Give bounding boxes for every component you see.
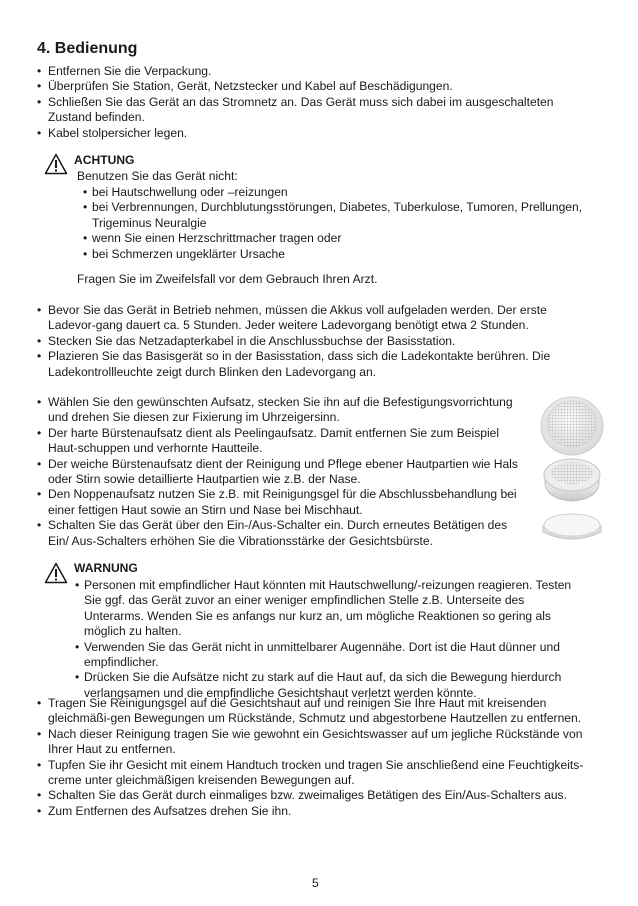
list-item: • Schließen Sie das Gerät an das Stromnetz an. Das Gerät muss sich dabei im ausgeschalteten Zustand befinden. [37,95,597,126]
list-item: • Personen mit empfindlicher Haut könnten mit Hautschwellung/-reizungen reagieren. Testen Sie ggf. das Gerät zuvor an einer weniger empfindlichen Stelle z.B. Unterseite des Unterarms. Wenden Sie es anfangs nur kurz an, um mögliche Reaktionen so gering als möglich zu halten. [75,578,585,640]
list-item: • Tragen Sie Reinigungsgel auf die Gesichtshaut auf und reinigen Sie Ihre Haut mit kreisenden gleichmäßi-gen Bewegungen um Rückstände, Schmutz und abgestorbene Hautzellen zu entfernen. [37,696,602,727]
section-heading: 4. Bedienung [37,40,138,57]
list-item: • bei Schmerzen ungeklärter Ursache [83,247,583,262]
list-item: • Den Noppenaufsatz nutzen Sie z.B. mit Reinigungsgel für die Abschlussbehandlung bei einer fettigen Haut sowie an Stirn und Nase bei Mischhaut. [37,487,527,518]
list-item: • Wählen Sie den gewünschten Aufsatz, stecken Sie ihn auf die Befestigungsvorrichtung und drehen Sie diesen zur Fixierung im Uhrzeigersinn. [37,395,527,426]
bullet-list-charging [37,303,597,380]
caution-title: ACHTUNG [74,153,135,167]
list-item: • bei Hautschwellung oder –reizungen [83,185,583,200]
list-item: • Kabel stolpersicher legen. [37,126,597,141]
list-item: • Zum Entfernen des Aufsatzes drehen Sie ihn. [37,804,602,819]
list-item: • bei Verbrennungen, Durchblutungsstörungen, Diabetes, Tuberkulose, Tumoren, Prellungen, Trigeminus Neuralgie [83,200,583,231]
list-item: • Verwenden Sie das Gerät nicht in unmittelbarer Augennähe. Dort ist die Haut dünner und empfindlicher. [75,640,585,671]
warning-title: WARNUNG [74,561,138,575]
nub-attachment-icon [539,510,605,546]
list-item: • Der harte Bürstenaufsatz dient als Peelingaufsatz. Damit entfernen Sie zum Beispiel Haut-schuppen und verhornte Hautteile. [37,426,527,457]
list-item: • Überprüfen Sie Station, Gerät, Netzstecker und Kabel auf Beschädigungen. [37,79,597,94]
list-item: • wenn Sie einen Herzschrittmacher tragen oder [83,231,583,246]
list-item: • Nach dieser Reinigung tragen Sie wie gewohnt ein Gesichtswasser auf um jegliche Rückstände von Ihrer Haut zu entfernen. [37,727,602,758]
soft-brush-attachment-icon [539,455,605,503]
list-item: • Stecken Sie das Netzadapterkabel in die Anschlussbuchse der Basisstation. [37,334,597,349]
caution-intro: Benutzen Sie das Gerät nicht: [77,169,238,183]
list-item: • Plazieren Sie das Basisgerät so in der Basisstation, dass sich die Ladekontakte berühren. Die Ladekontrollleuchte zeigt durch Blinken den Ladevorgang an. [37,349,597,380]
warning-triangle-icon [44,562,68,584]
list-item: • Drücken Sie die Aufsätze nicht zu stark auf die Haut auf, da sich die Bewegung hierdurch verlangsamen und die empfindliche Gesichtshaut verletzt werden könnte. [75,670,585,701]
list-item: • Der weiche Bürstenaufsatz dient der Reinigung und Pflege ebener Hautpartien wie Hals oder Stirn sowie detaillierte Hautpartien wie z.B. der Nase. [37,457,527,488]
list-item: • Bevor Sie das Gerät in Betrieb nehmen, müssen die Akkus voll aufgeladen werden. Der erste Ladevor-gang dauert ca. 5 Stunden. Jeder weitere Ladevorgang benötigt etwa 2 Stunden. [37,303,597,334]
list-item: • Schalten Sie das Gerät durch einmaliges bzw. zweimaliges Betätigen des Ein/Aus-Schalters aus. [37,788,602,803]
caution-list [83,185,583,262]
caution-note: Fragen Sie im Zweifelsfall vor dem Gebrauch Ihren Arzt. [77,272,378,286]
warning-list [75,578,585,701]
warning-triangle-icon [44,153,68,175]
list-item: • Tupfen Sie ihr Gesicht mit einem Handtuch trocken und tragen Sie anschließend eine Feuchtigkeits-creme unter gleichmäßigen kreisenden Bewegungen auf. [37,758,602,789]
hard-brush-attachment-icon [539,393,605,457]
list-item: • Entfernen Sie die Verpackung. [37,64,597,79]
list-item: • Schalten Sie das Gerät über den Ein-/Aus-Schalter ein. Durch erneutes Betätigen des Ein/ Aus-Schalters erhöhen Sie die Vibrationsstärke der Gesichtsbürste. [37,518,527,549]
bullet-list-setup [37,64,597,141]
page-number: 5 [312,876,319,890]
bullet-list-usage [37,696,602,819]
bullet-list-attachments [37,395,527,549]
